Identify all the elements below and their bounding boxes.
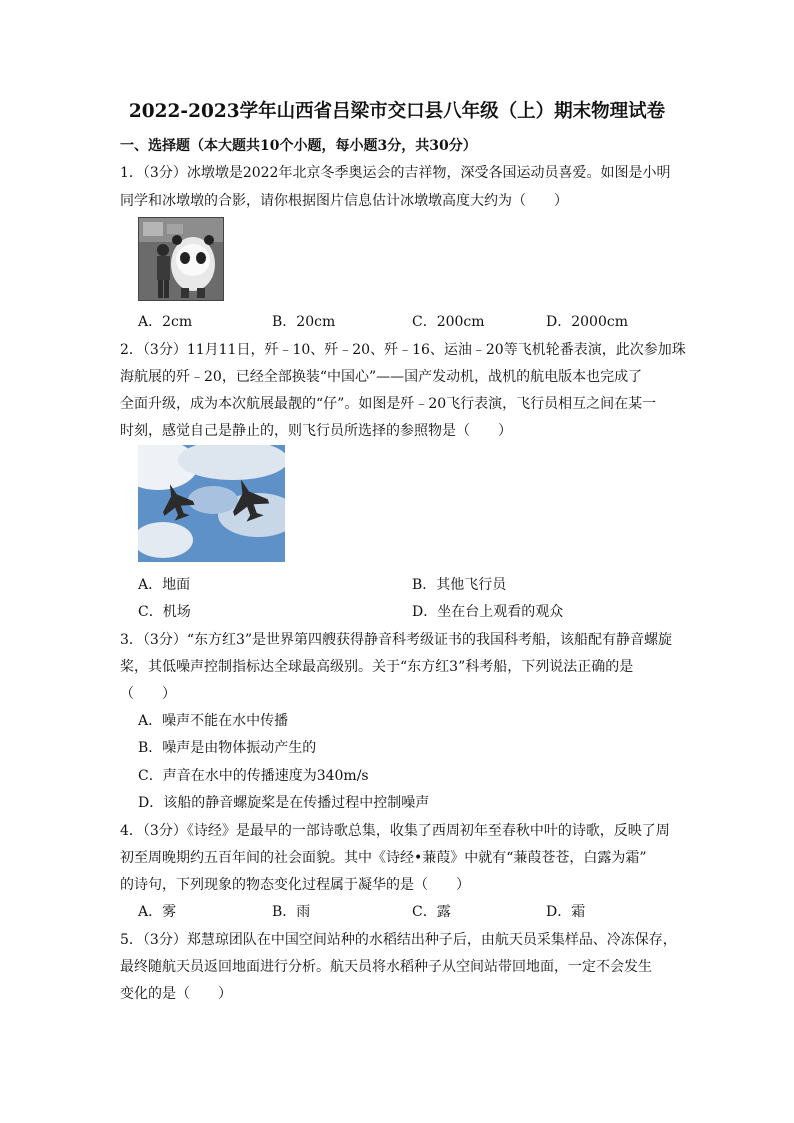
- question-3-line-3: （ ）: [120, 686, 176, 702]
- q3-option-a: A．噪声不能在水中传播: [138, 713, 289, 729]
- q2-option-b: B．其他飞行员: [412, 577, 507, 593]
- question-3-line-2: 桨，其低噪声控制指标达全球最高级别。关于“东方红3”科考船，下列说法正确的是: [120, 659, 634, 675]
- question-2-line-3: 全面升级，成为本次航展最靓的“仔”。如图是歼﹣20飞行表演，飞行员相互之间在某一: [120, 396, 657, 412]
- q4-option-c: C．露: [412, 904, 451, 920]
- question-1-line-1: 1．（3分）冰墩墩是2022年北京冬季奥运会的吉祥物，深受各国运动员喜爱。如图是小明: [120, 165, 671, 181]
- question-5-line-2: 最终随航天员返回地面进行分析。航天员将水稻种子从空间站带回地面，一定不会发生: [120, 959, 652, 975]
- question-4-line-1: 4．（3分）《诗经》是最早的一部诗歌总集，收集了西周初年至春秋中叶的诗歌，反映了周: [120, 823, 670, 839]
- question-1-line-2: 同学和冰墩墩的合影，请你根据图片信息估计冰墩墩高度大约为（ ）: [120, 193, 568, 209]
- q4-option-b: B．雨: [272, 904, 311, 920]
- photo-student-with-mascot: [138, 217, 224, 301]
- q2-option-d: D．坐在台上观看的观众: [412, 604, 564, 620]
- question-5-line-3: 变化的是（ ）: [120, 986, 232, 1002]
- question-2-line-4: 时刻，感觉自己是静止的，则飞行员所选择的参照物是（ ）: [120, 423, 512, 439]
- photo-fighter-jets: [138, 445, 285, 562]
- question-5-line-1: 5．（3分）郑慧琼团队在中国空间站种的水稻结出种子后，由航天员采集样品、冷冻保存，: [120, 932, 677, 948]
- question-3-line-1: 3．（3分）“东方红3”是世界第四艘获得静音科考级证书的我国科考船，该船配有静音螺旋: [120, 632, 673, 648]
- question-4-line-3: 的诗句，下列现象的物态变化过程属于凝华的是（ ）: [120, 877, 470, 893]
- q4-option-d: D．霜: [546, 904, 586, 920]
- question-2-line-1: 2．（3分）11月11日，歼﹣10、歼﹣20、歼﹣16、运油﹣20等飞机轮番表演，此次参加珠: [120, 342, 686, 358]
- q1-option-d: D．2000cm: [546, 314, 628, 330]
- q2-option-a: A．地面: [138, 577, 191, 593]
- q4-option-a: A．雾: [138, 904, 177, 920]
- q3-option-b: B．噪声是由物体振动产生的: [138, 740, 317, 756]
- q2-option-c: C．机场: [138, 604, 191, 620]
- question-2-line-2: 海航展的歼﹣20，已经全部换装“中国心”——国产发动机，战机的航电版本也完成了: [120, 369, 643, 385]
- q3-option-c: C．声音在水中的传播速度为340m/s: [138, 768, 369, 784]
- section-heading: 一、选择题（本大题共10个小题，每小题3分，共30分）: [120, 138, 477, 154]
- question-4-line-2: 初至周晚期约五百年间的社会面貌。其中《诗经•蒹葭》中就有“蒹葭苍苍，白露为霜”: [120, 850, 647, 866]
- q1-option-b: B．20cm: [272, 314, 336, 330]
- q1-option-c: C．200cm: [412, 314, 485, 330]
- q3-option-d: D．该船的静音螺旋桨是在传播过程中控制噪声: [138, 795, 430, 811]
- q1-option-a: A．2cm: [138, 314, 193, 330]
- page-title: 2022-2023学年山西省吕梁市交口县八年级（上）期末物理试卷: [128, 101, 666, 122]
